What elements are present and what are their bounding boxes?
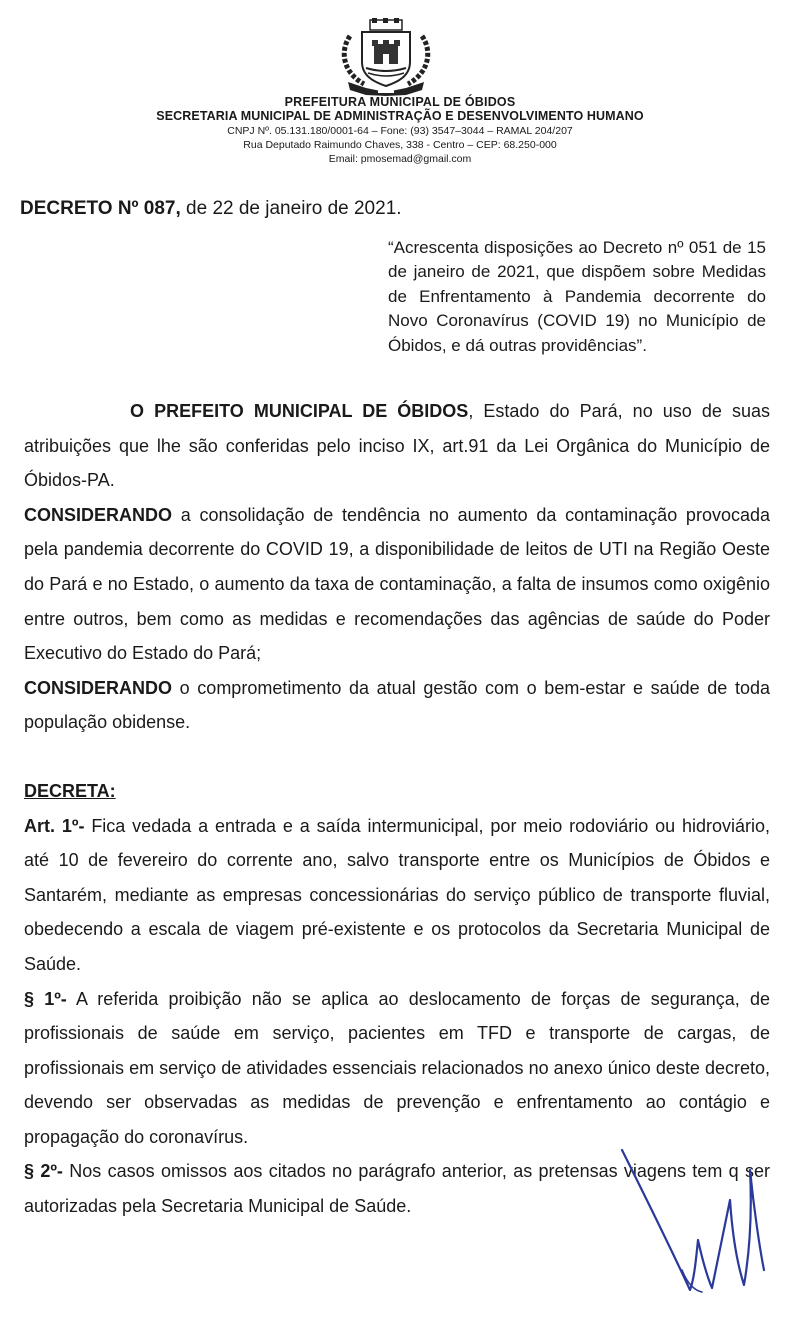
considerando-paragraph-1: [24, 498, 770, 671]
header-cnpj-phone: CNPJ Nº. 05.131.180/0001-64 – Fone: (93) 3547–3044 – RAMAL 204/207: [227, 125, 573, 137]
paragraph-1: [24, 982, 770, 1155]
article-1-text: Fica vedada a entrada e a saída intermunicipal, por meio rodoviário ou hidroviário, até 10 de fevereiro do corrente ano, salvo transporte entre os Municípios de Óbidos e Santarém, mediante as empresas concessionárias do serviço público de transporte fluvial, obedecendo a escala de viagem pré-existente e os protocolos da Secretaria Municipal de Saúde.: [24, 815, 770, 974]
decreta-label: DECRETA:: [24, 780, 116, 801]
section-spacer: [24, 740, 770, 774]
decree-number: DECRETO Nº 087,: [20, 198, 181, 219]
preamble-paragraph: [24, 394, 770, 498]
prefeito-label: O PREFEITO MUNICIPAL DE ÓBIDOS: [130, 401, 469, 421]
considerando-text: o comprometimento da atual gestão com o bem-estar e saúde de toda população obidense.: [24, 677, 770, 733]
article-1-label: Art. 1º-: [24, 815, 85, 836]
paragraph-2-label: § 2º-: [24, 1161, 63, 1182]
header-email: Email: pmosemad@gmail.com: [328, 153, 472, 165]
paragraph-1-label: § 1º-: [24, 988, 67, 1009]
paragraph-2-text: Nos casos omissos aos citados no parágrafo anterior, as pretensas viagens tem q ser autorizadas pela Secretaria Municipal de Saúde.: [24, 1161, 770, 1217]
handwritten-signature-icon: [612, 1140, 772, 1300]
header-address: Rua Deputado Raimundo Chaves, 338 - Centro – CEP: 68.250-000: [243, 139, 557, 151]
preamble-text: , Estado do Pará, no uso de suas atribuições que lhe são conferidas pelo inciso IX, art.91 da Lei Orgânica do Município de Óbidos-PA.: [24, 401, 770, 491]
considerando-label: CONSIDERANDO: [24, 677, 173, 698]
decree-summary: “Acrescenta disposições ao Decreto nº 051 de 15 de janeiro de 2021, que dispõem sobre Medidas de Enfrentamento à Pandemia decorrente do Novo Coronavírus (COVID 19) no Município de Óbidos, e dá outras providências”.: [388, 238, 766, 355]
paragraph-1-text: A referida proibição não se aplica ao deslocamento de forças de segurança, de profissionais de saúde em serviço, pacientes em TFD e transporte de cargas, de profissionais em serviço de atividades essenciais relacionados no anexo único deste decreto, devendo ser observadas as medidas de prevenção e enfrentamento ao contágio e propagação do coronavírus.: [24, 988, 770, 1147]
header-secretariat: SECRETARIA MUNICIPAL DE ADMINISTRAÇÃO E DESENVOLVIMENTO HUMANO: [156, 109, 644, 123]
article-1: [24, 809, 770, 982]
municipal-coat-of-arms-icon: [336, 18, 436, 96]
considerando-label: CONSIDERANDO: [24, 504, 173, 525]
decree-date: de 22 de janeiro de 2021.: [180, 198, 402, 219]
decree-title: [20, 198, 402, 220]
header-institution: PREFEITURA MUNICIPAL DE ÓBIDOS: [284, 95, 516, 109]
considerando-paragraph-2: [24, 671, 770, 740]
decreta-heading: [24, 774, 770, 809]
decree-body: [24, 394, 770, 1224]
considerando-text: a consolidação de tendência no aumento da contaminação provocada pela pandemia decorrente do COVID 19, a disponibilidade de leitos de UTI na Região Oeste do Pará e no Estado, o aumento da taxa de contaminação, a falta de insumos como oxigênio entre outros, bem como as medidas e recomendações das agências de saúde do Poder Executivo do Estado do Pará;: [24, 504, 770, 664]
